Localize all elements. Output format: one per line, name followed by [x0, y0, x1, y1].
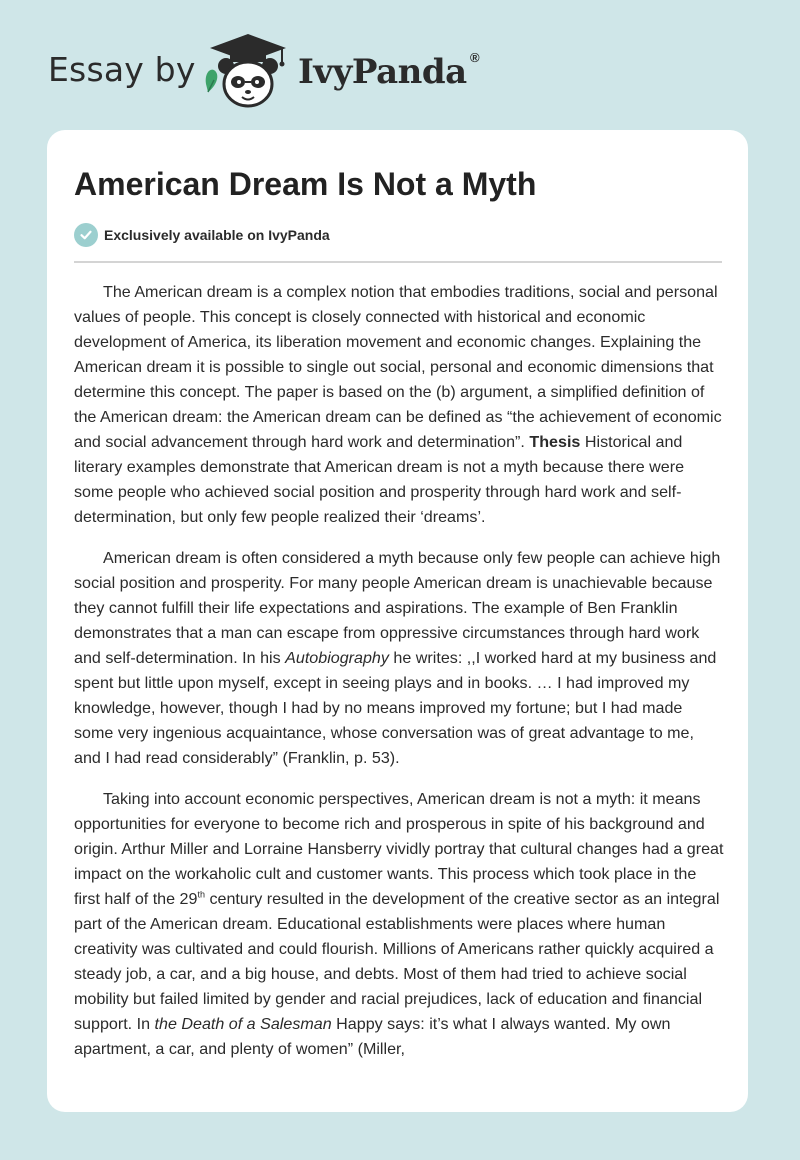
essay-body — [74, 280, 724, 1078]
registered-mark: ® — [470, 50, 480, 65]
panda-graduate-logo-icon[interactable] — [202, 32, 294, 110]
thesis-label: Thesis — [529, 433, 581, 451]
paragraph-3: Taking into account economic perspectives, American dream is not a myth: it means opportunities for everyone to become rich and prosperous in spite of his background and origin. Arthur Miller and Lorraine Hansberry vividly portray that cultural changes had a great impact on the workaholic cult and customer wants. This process which took place in the first half of the 29th century resulted in the development of the creative sector as an integral part of the American dream. Educational establishments were places where human creativity was cultivated and could flourish. Millions of Americans rather quickly acquired a steady job, a car, and a big house, and debts. Most of them had tried to achieve social mobility but failed limited by gender and racial prejudices, lack of education and financial support. In the Death of a Salesman Happy says: it’s what I always wanted. My own apartment, a car, and plenty of women” (Miller, — [74, 790, 724, 1058]
brand-name[interactable]: IvyPanda — [298, 52, 467, 92]
divider — [74, 261, 722, 263]
badge-label: Exclusively available on IvyPanda — [104, 227, 330, 243]
book-title-salesman: the Death of a Salesman — [154, 1015, 332, 1033]
exclusive-badge — [74, 223, 330, 247]
essay-card — [47, 130, 748, 1112]
paragraph-2: American dream is often considered a myth because only few people can achieve high social position and prosperity. For many people American dream is unachievable because they cannot fulfill their life expectations and aspirations. The example of Ben Franklin demonstrates that a man can escape from oppressive circumstances through hard work and self-determination. In his Autobiography he writes: ,,I worked hard at my business and spent but little upon myself, except in seeing plays and in books. … I had improved my knowledge, however, though I had by no means improved my fortune; but I had made some very ingenious acquaintance, whose conversation was of great advantage to me, and I had read considerably” (Franklin, p. 53). — [74, 549, 721, 767]
essay-by-label: Essay by — [48, 50, 196, 89]
page-title: American Dream Is Not a Myth — [74, 166, 537, 202]
paragraph-1: The American dream is a complex notion that embodies traditions, social and personal values of people. This concept is closely connected with historical and economic development of America, its liberation movement and economic changes. Explaining the American dream it is possible to single out social, personal and economic dimensions that determine this concept. The paper is based on the (b) argument, a simplified definition of the American dream: the American dream can be defined as “the achievement of economic and social advancement through hard work and determination”. Thesis Historical and literary examples demonstrate that American dream is not a myth because there were some people who achieved social position and prosperity through hard work and self-determination, but only few people realized their ‘dreams’. — [74, 283, 722, 526]
book-title-autobiography: Autobiography — [285, 649, 389, 667]
site-header — [0, 0, 800, 130]
check-circle-icon — [74, 223, 98, 247]
